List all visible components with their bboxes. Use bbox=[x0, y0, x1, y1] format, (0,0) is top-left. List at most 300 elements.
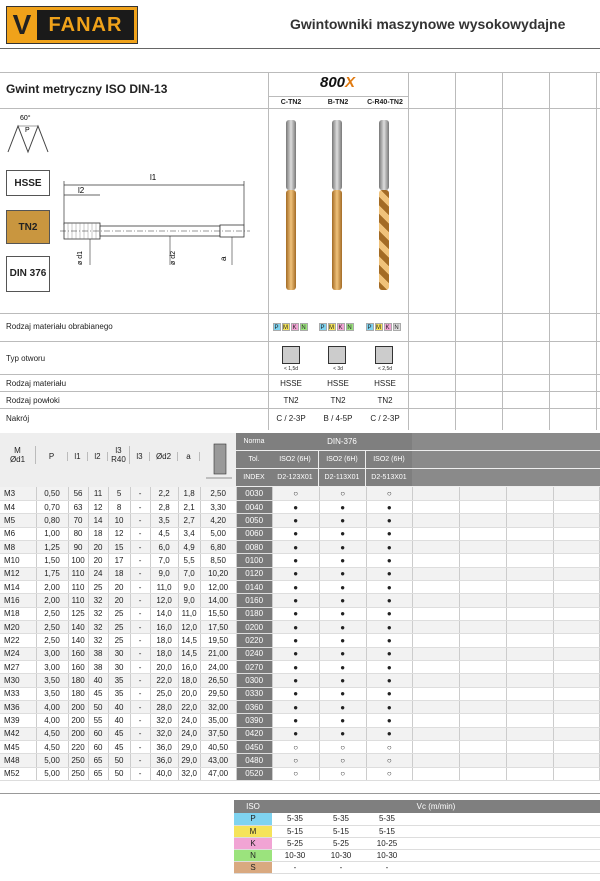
index-cell: 0060 bbox=[236, 527, 272, 540]
empty-cell bbox=[553, 687, 599, 700]
dim-cell: 20 bbox=[88, 540, 108, 553]
dim-cell: 25 bbox=[108, 607, 130, 620]
availability-cell: ● bbox=[272, 500, 319, 513]
empty-cell bbox=[410, 837, 457, 849]
dim-cell: - bbox=[130, 634, 150, 647]
vc-value: 5-15 bbox=[364, 825, 410, 837]
dim-cell: 3,50 bbox=[36, 687, 68, 700]
empty-cell bbox=[457, 849, 504, 861]
dim-cell: 11,0 bbox=[150, 580, 178, 593]
availability-cell: ● bbox=[366, 620, 412, 633]
dim-cell: 35,00 bbox=[200, 714, 236, 727]
dim-cell: 40 bbox=[108, 701, 130, 714]
logo-mark: V bbox=[12, 9, 32, 40]
availability-cell: ● bbox=[272, 554, 319, 567]
thread-size: M45 bbox=[0, 741, 36, 754]
empty-cell bbox=[459, 514, 506, 527]
material-3: HSSE bbox=[374, 379, 396, 388]
dim-cell: 7,0 bbox=[178, 567, 200, 580]
dim-cell: 11 bbox=[88, 487, 108, 500]
dim-cell: 4,00 bbox=[36, 701, 68, 714]
col-l1: l1 bbox=[68, 452, 88, 461]
grid-line bbox=[408, 72, 409, 430]
dim-cell: 180 bbox=[68, 687, 88, 700]
availability-cell: ○ bbox=[366, 487, 412, 500]
empty-cell bbox=[457, 861, 504, 873]
empty-cell bbox=[457, 837, 504, 849]
vc-row bbox=[234, 813, 600, 825]
empty-cell bbox=[506, 514, 553, 527]
availability-cell: ● bbox=[319, 634, 366, 647]
empty-cell bbox=[410, 825, 457, 837]
empty-cell bbox=[551, 849, 600, 861]
dim-cell: 200 bbox=[68, 714, 88, 727]
empty-cell bbox=[459, 727, 506, 740]
empty-cell bbox=[412, 594, 459, 607]
dim-cell: 180 bbox=[68, 674, 88, 687]
dim-cell: 8 bbox=[108, 500, 130, 513]
table-row bbox=[0, 701, 600, 714]
empty-cell bbox=[459, 487, 506, 500]
grid-line bbox=[0, 374, 600, 375]
dim-cell: 45 bbox=[88, 687, 108, 700]
table-row bbox=[0, 554, 600, 567]
thread-size: M18 bbox=[0, 607, 36, 620]
hsse-badge: HSSE bbox=[6, 170, 50, 196]
index-cell: 0140 bbox=[236, 580, 272, 593]
dim-cell: 14,00 bbox=[200, 594, 236, 607]
empty-cell bbox=[459, 500, 506, 513]
empty-cell bbox=[459, 741, 506, 754]
grid-line bbox=[0, 408, 600, 409]
vc-value: 10-30 bbox=[364, 849, 410, 861]
empty-cell bbox=[412, 741, 459, 754]
empty-cell bbox=[459, 701, 506, 714]
dim-cell: 110 bbox=[68, 594, 88, 607]
dim-cell: 26,50 bbox=[200, 674, 236, 687]
vc-table-body bbox=[234, 813, 600, 873]
empty-cell bbox=[506, 554, 553, 567]
dim-cell: 36,0 bbox=[150, 754, 178, 767]
empty-cell bbox=[504, 813, 551, 825]
index-3: D2-513X01 bbox=[366, 469, 412, 486]
l2-label: l2 bbox=[78, 186, 85, 195]
vc-value: 10-25 bbox=[364, 837, 410, 849]
availability-cell: ● bbox=[366, 527, 412, 540]
dim-cell: 60 bbox=[88, 727, 108, 740]
dim-cell: 60 bbox=[88, 741, 108, 754]
empty-cell bbox=[553, 594, 599, 607]
coating-1: TN2 bbox=[283, 396, 299, 405]
availability-cell: ● bbox=[319, 540, 366, 553]
empty-cell bbox=[506, 767, 553, 780]
empty-cell bbox=[412, 727, 459, 740]
empty-cell bbox=[506, 727, 553, 740]
label-material: Rodzaj materiału bbox=[6, 379, 67, 388]
dim-cell: 3,5 bbox=[150, 514, 178, 527]
dim-cell: 0,50 bbox=[36, 487, 68, 500]
dim-cell: 43,00 bbox=[200, 754, 236, 767]
empty-cell bbox=[553, 647, 599, 660]
thread-size: M10 bbox=[0, 554, 36, 567]
availability-cell: ○ bbox=[319, 487, 366, 500]
vc-value: 5-25 bbox=[272, 837, 318, 849]
empty-cell bbox=[412, 527, 459, 540]
dim-cell: 18,0 bbox=[178, 674, 200, 687]
empty-cell bbox=[553, 727, 599, 740]
dim-cell: 4,9 bbox=[178, 540, 200, 553]
index-cell: 0030 bbox=[236, 487, 272, 500]
empty-cell bbox=[506, 701, 553, 714]
index-cell: 0480 bbox=[236, 754, 272, 767]
dim-cell: 15 bbox=[108, 540, 130, 553]
dim-cell: 14,0 bbox=[150, 607, 178, 620]
dim-cell: 21,00 bbox=[200, 647, 236, 660]
dim-cell: 30 bbox=[108, 660, 130, 673]
availability-cell: ● bbox=[272, 674, 319, 687]
grid-line bbox=[268, 72, 269, 430]
dim-cell: - bbox=[130, 620, 150, 633]
dim-cell: 38 bbox=[88, 660, 108, 673]
dim-cell: 14,5 bbox=[178, 634, 200, 647]
dim-cell: 18,0 bbox=[150, 634, 178, 647]
dim-cell: 65 bbox=[88, 767, 108, 780]
empty-cell bbox=[410, 813, 457, 825]
availability-cell: ● bbox=[319, 687, 366, 700]
empty-cell bbox=[412, 540, 459, 553]
index-cell: 0240 bbox=[236, 647, 272, 660]
dim-cell: - bbox=[130, 687, 150, 700]
table-row bbox=[0, 687, 600, 700]
dim-cell: - bbox=[130, 567, 150, 580]
dim-cell: 3,00 bbox=[36, 647, 68, 660]
thread-size: M33 bbox=[0, 687, 36, 700]
table-row bbox=[0, 540, 600, 553]
dim-cell: 18 bbox=[88, 527, 108, 540]
dim-cell: 200 bbox=[68, 701, 88, 714]
dim-cell: 0,70 bbox=[36, 500, 68, 513]
material-2: HSSE bbox=[327, 379, 349, 388]
empty-cell bbox=[553, 674, 599, 687]
label-nakroj: Nakrój bbox=[6, 414, 30, 423]
dim-cell: 40 bbox=[108, 714, 130, 727]
iso-group: P bbox=[234, 813, 272, 825]
index-2: D2-113X01 bbox=[319, 469, 365, 486]
availability-cell: ● bbox=[272, 594, 319, 607]
table-row bbox=[0, 741, 600, 754]
label-workpiece-material: Rodzaj materiału obrabianego bbox=[6, 322, 113, 331]
empty-cell bbox=[506, 540, 553, 553]
index-cell: 0390 bbox=[236, 714, 272, 727]
dim-cell: 20 bbox=[108, 594, 130, 607]
dim-cell: 140 bbox=[68, 634, 88, 647]
dim-cell: 2,2 bbox=[150, 487, 178, 500]
dim-cell: 50 bbox=[108, 754, 130, 767]
dim-cell: 3,30 bbox=[200, 500, 236, 513]
dim-cell: 24 bbox=[88, 567, 108, 580]
dim-cell: 20,0 bbox=[178, 687, 200, 700]
dim-cell: 12,00 bbox=[200, 580, 236, 593]
grid-line bbox=[0, 391, 600, 392]
empty-cell bbox=[506, 487, 553, 500]
dim-cell: 1,50 bbox=[36, 554, 68, 567]
index-extra bbox=[412, 469, 600, 486]
empty-cell bbox=[553, 714, 599, 727]
table-row bbox=[0, 527, 600, 540]
availability-cell: ● bbox=[272, 687, 319, 700]
dim-cell: 2,7 bbox=[178, 514, 200, 527]
index-cell: 0050 bbox=[236, 514, 272, 527]
table-row bbox=[0, 500, 600, 513]
index-cell: 0040 bbox=[236, 500, 272, 513]
brand-x: X bbox=[345, 74, 356, 91]
dim-cell: 1,25 bbox=[36, 540, 68, 553]
availability-cell: ● bbox=[319, 714, 366, 727]
header-divider bbox=[0, 48, 600, 49]
empty-cell bbox=[457, 813, 504, 825]
grid-line bbox=[268, 96, 408, 97]
label-hole-type: Typ otworu bbox=[6, 354, 46, 363]
iso-chips-1: P M K N bbox=[274, 325, 306, 331]
availability-cell: ● bbox=[366, 647, 412, 660]
dim-cell: 40,0 bbox=[150, 767, 178, 780]
dim-cell: 12,0 bbox=[150, 594, 178, 607]
dim-cell: - bbox=[130, 741, 150, 754]
grid-line bbox=[502, 72, 503, 430]
iso-group: S bbox=[234, 861, 272, 873]
index-cell: 0270 bbox=[236, 660, 272, 673]
col-l3: l3 bbox=[130, 452, 150, 461]
empty-cell bbox=[551, 861, 600, 873]
empty-cell bbox=[553, 514, 599, 527]
availability-cell: ○ bbox=[366, 754, 412, 767]
dim-cell: 25 bbox=[108, 634, 130, 647]
dim-cell: 250 bbox=[68, 754, 88, 767]
thread-size: M3 bbox=[0, 487, 36, 500]
empty-cell bbox=[412, 767, 459, 780]
dim-cell: 12,0 bbox=[178, 620, 200, 633]
empty-cell bbox=[412, 674, 459, 687]
dim-cell: 38 bbox=[88, 647, 108, 660]
empty-cell bbox=[553, 607, 599, 620]
empty-cell bbox=[459, 634, 506, 647]
thread-size: M48 bbox=[0, 754, 36, 767]
index-cell: 0180 bbox=[236, 607, 272, 620]
vc-row bbox=[234, 825, 600, 837]
dim-cell: 160 bbox=[68, 647, 88, 660]
dim-cell: 3,50 bbox=[36, 674, 68, 687]
empty-cell bbox=[553, 567, 599, 580]
dim-cell: - bbox=[130, 527, 150, 540]
vc-value: 10-30 bbox=[318, 849, 364, 861]
dim-cell: 200 bbox=[68, 727, 88, 740]
empty-cell bbox=[459, 607, 506, 620]
dim-cell: - bbox=[130, 714, 150, 727]
thread-size: M16 bbox=[0, 594, 36, 607]
tol-1: ISO2 (6H) bbox=[272, 451, 318, 468]
empty-cell bbox=[506, 527, 553, 540]
dim-cell: 20 bbox=[88, 554, 108, 567]
din376-badge: DIN 376 bbox=[6, 256, 50, 292]
table-row bbox=[0, 567, 600, 580]
empty-cell bbox=[459, 567, 506, 580]
index-cell: 0100 bbox=[236, 554, 272, 567]
dim-cell: 25,0 bbox=[150, 687, 178, 700]
empty-cell bbox=[410, 849, 457, 861]
iso-chips-2: P M K N bbox=[320, 325, 352, 331]
tool-image-1 bbox=[286, 120, 296, 190]
dim-cell: 24,0 bbox=[178, 727, 200, 740]
empty-cell bbox=[506, 607, 553, 620]
dim-cell: 14 bbox=[88, 514, 108, 527]
empty-cell bbox=[506, 741, 553, 754]
dim-cell: 17 bbox=[108, 554, 130, 567]
availability-cell: ○ bbox=[366, 741, 412, 754]
dimensions-table bbox=[0, 487, 600, 781]
dim-cell: 24,00 bbox=[200, 660, 236, 673]
hole-depth-1: < 1,5d bbox=[283, 366, 299, 372]
d1-label: ø d1 bbox=[77, 250, 84, 265]
empty-cell bbox=[459, 660, 506, 673]
dim-cell: 32,0 bbox=[150, 727, 178, 740]
coating-2: TN2 bbox=[330, 396, 346, 405]
empty-cell bbox=[459, 647, 506, 660]
dim-cell: 4,5 bbox=[150, 527, 178, 540]
nakroj-1: C / 2-3P bbox=[276, 414, 306, 423]
thread-size: M5 bbox=[0, 514, 36, 527]
grid-line bbox=[455, 72, 456, 430]
dim-cell: 2,50 bbox=[36, 620, 68, 633]
dim-cell: 140 bbox=[68, 620, 88, 633]
iso-group: M bbox=[234, 825, 272, 837]
empty-cell bbox=[504, 837, 551, 849]
empty-cell bbox=[553, 701, 599, 714]
empty-cell bbox=[412, 634, 459, 647]
availability-cell: ● bbox=[272, 727, 319, 740]
dim-cell: 36,0 bbox=[150, 741, 178, 754]
dim-cell: 11,0 bbox=[178, 607, 200, 620]
vc-header: Vc (m/min) bbox=[272, 800, 600, 813]
vc-value: - bbox=[318, 861, 364, 873]
empty-cell bbox=[506, 634, 553, 647]
availability-cell: ● bbox=[366, 567, 412, 580]
empty-cell bbox=[506, 674, 553, 687]
index-cell: 0200 bbox=[236, 620, 272, 633]
tool-image-2 bbox=[332, 120, 342, 190]
grid-line bbox=[0, 313, 600, 314]
empty-cell bbox=[412, 500, 459, 513]
tol-extra bbox=[412, 451, 600, 468]
dim-cell: 4,50 bbox=[36, 741, 68, 754]
tn2-badge: TN2 bbox=[6, 210, 50, 244]
dim-cell: 100 bbox=[68, 554, 88, 567]
availability-cell: ● bbox=[319, 620, 366, 633]
col-a: a bbox=[178, 452, 200, 461]
vc-row bbox=[234, 861, 600, 873]
hole-depth-2: < 3d bbox=[333, 366, 343, 372]
dim-cell: 7,0 bbox=[150, 554, 178, 567]
empty-cell bbox=[412, 567, 459, 580]
availability-cell: ● bbox=[319, 567, 366, 580]
col-header-1: C-TN2 bbox=[280, 99, 302, 106]
dim-cell: 35 bbox=[108, 674, 130, 687]
dim-cell: 6,80 bbox=[200, 540, 236, 553]
grid-line bbox=[0, 793, 600, 794]
index-cell: 0360 bbox=[236, 701, 272, 714]
brand-800x bbox=[320, 74, 355, 91]
col-header-2: B-TN2 bbox=[327, 99, 349, 106]
dim-cell: 110 bbox=[68, 567, 88, 580]
availability-cell: ○ bbox=[272, 754, 319, 767]
dim-cell: 1,00 bbox=[36, 527, 68, 540]
dim-cell: 32 bbox=[88, 634, 108, 647]
empty-cell bbox=[412, 754, 459, 767]
empty-cell bbox=[506, 714, 553, 727]
dim-cell: - bbox=[130, 767, 150, 780]
dim-cell: 0,80 bbox=[36, 514, 68, 527]
dim-cell: 110 bbox=[68, 580, 88, 593]
dim-cell: - bbox=[130, 727, 150, 740]
dim-cell: 19,50 bbox=[200, 634, 236, 647]
availability-cell: ● bbox=[366, 727, 412, 740]
availability-cell: ● bbox=[272, 660, 319, 673]
empty-cell bbox=[412, 487, 459, 500]
empty-cell bbox=[506, 500, 553, 513]
availability-cell: ● bbox=[366, 634, 412, 647]
availability-cell: ● bbox=[366, 514, 412, 527]
label-coating: Rodzaj powłoki bbox=[6, 396, 60, 405]
availability-cell: ● bbox=[272, 647, 319, 660]
empty-cell bbox=[506, 594, 553, 607]
dim-cell: 12 bbox=[88, 500, 108, 513]
dim-cell: 17,50 bbox=[200, 620, 236, 633]
dim-cell: 55 bbox=[88, 714, 108, 727]
dim-cell: - bbox=[130, 647, 150, 660]
iso-group: N bbox=[234, 849, 272, 861]
thread-size: M4 bbox=[0, 500, 36, 513]
empty-cell bbox=[459, 767, 506, 780]
page-title: Gwintowniki maszynowe wysokowydajne bbox=[290, 16, 566, 32]
thread-size: M36 bbox=[0, 701, 36, 714]
a-label: a bbox=[219, 256, 228, 261]
availability-cell: ● bbox=[272, 620, 319, 633]
dim-cell: 32 bbox=[88, 620, 108, 633]
empty-cell bbox=[459, 714, 506, 727]
dim-cell: 24,0 bbox=[178, 714, 200, 727]
thread-size: M20 bbox=[0, 620, 36, 633]
availability-cell: ● bbox=[366, 674, 412, 687]
dim-cell: 22,0 bbox=[150, 674, 178, 687]
availability-cell: ● bbox=[272, 634, 319, 647]
dim-cell: - bbox=[130, 660, 150, 673]
norma-extra bbox=[412, 433, 600, 450]
availability-cell: ○ bbox=[272, 487, 319, 500]
index-cell: 0420 bbox=[236, 727, 272, 740]
empty-cell bbox=[553, 540, 599, 553]
blind-hole-icon bbox=[375, 346, 393, 364]
dim-cell: - bbox=[130, 701, 150, 714]
norma-label: Norma bbox=[236, 433, 272, 450]
empty-cell bbox=[553, 660, 599, 673]
dim-cell: 3,4 bbox=[178, 527, 200, 540]
empty-cell bbox=[412, 607, 459, 620]
vc-value: 5-15 bbox=[318, 825, 364, 837]
availability-cell: ● bbox=[319, 554, 366, 567]
dim-cell: 56 bbox=[68, 487, 88, 500]
availability-cell: ● bbox=[319, 701, 366, 714]
empty-cell bbox=[506, 754, 553, 767]
thread-profile-icon bbox=[6, 112, 50, 156]
